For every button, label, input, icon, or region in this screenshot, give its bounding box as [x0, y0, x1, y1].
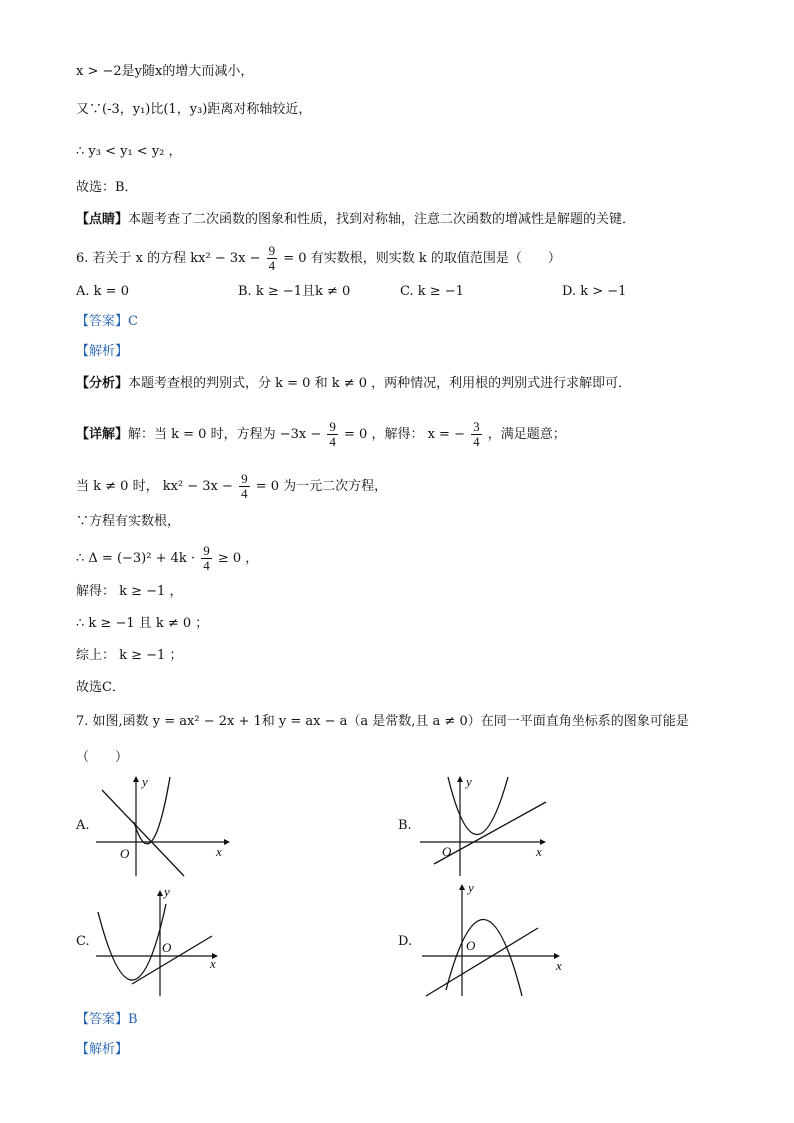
frac-den: 4: [203, 558, 210, 573]
question-6: [76, 244, 561, 273]
y-axis-arrow: [133, 776, 139, 782]
graph-b: [416, 772, 556, 882]
graph-c-x-label: x: [210, 956, 216, 971]
solution-step-4: 解得： k ≥ −1 ，: [76, 584, 183, 599]
text-line-2: 又∵(‑3，y₁)比(1，y₃)距离对称轴较近，: [76, 102, 312, 117]
frac-den: 4: [473, 434, 480, 449]
dianjing-line: [76, 210, 635, 230]
fraction-9-4: [327, 420, 338, 449]
answer-value: B: [128, 1012, 138, 1027]
q6-option-b: B. k ≥ −1且k ≠ 0: [238, 284, 351, 299]
step1-b: = 0 为一元二次方程，: [255, 479, 388, 494]
graph-a-y-label: y: [142, 774, 148, 789]
graph-b-label: B.: [398, 818, 412, 833]
q6-option-d: D. k > −1: [562, 284, 627, 299]
jiexi-7: 【解析】: [76, 1042, 129, 1057]
answer-tag: 【答案】: [76, 314, 129, 329]
graph-d-x-label: x: [556, 958, 562, 973]
parabola: [134, 777, 170, 844]
line: [426, 928, 538, 996]
graph-d: [418, 880, 568, 1000]
graph-d-origin: O: [466, 938, 476, 953]
y-axis-arrow: [157, 890, 163, 896]
graph-b-origin: O: [442, 844, 452, 859]
text-line-3: ∴ y₃ < y₁ < y₂ ，: [76, 144, 182, 159]
q6-text-post: = 0 有实数根，则实数 k 的取值范围是（ ）: [283, 251, 561, 266]
graph-b-x-label: x: [536, 844, 542, 859]
graph-a: [92, 772, 232, 882]
xiangjie-b: = 0 ，解得： x = −: [344, 427, 465, 442]
step3-b: ≥ 0 ，: [217, 551, 259, 566]
xiangjie-a: 解：当 k = 0 时，方程为 −3x −: [128, 427, 322, 442]
answer-tag: 【答案】: [76, 1012, 129, 1027]
frac-num: 9: [241, 471, 248, 486]
graph-a-x-label: x: [216, 844, 222, 859]
text-line-4: 故选：B．: [76, 180, 138, 195]
question-7-paren: （ ）: [76, 750, 129, 765]
fraction-9-4: [267, 244, 278, 273]
frac-den: 4: [241, 486, 248, 501]
frac-num: 9: [329, 419, 336, 434]
question-7: 7. 如图,函数 y = ax² − 2x + 1和 y = ax − a（a 是常数,且 a ≠ 0）在同一平面直角坐标系的图象可能是: [76, 714, 689, 729]
line: [102, 790, 184, 876]
solution-step-2: ∵方程有实数根，: [76, 514, 181, 529]
fraction-9-4: [239, 472, 250, 501]
x-axis-arrow: [224, 839, 230, 845]
graph-b-y-label: y: [466, 774, 472, 789]
answer-value: C: [128, 314, 138, 329]
q6-option-a: A. k = 0: [76, 284, 129, 299]
solution-step-3: [76, 544, 258, 573]
solution-step-1: [76, 472, 387, 501]
fenxi-text: 本题考查根的判别式，分 k = 0 和 k ≠ 0 ，两种情况，利用根的判别式进行求解即可．: [128, 376, 632, 391]
frac-den: 4: [329, 434, 336, 449]
y-axis-arrow: [459, 884, 465, 890]
graph-d-label: D.: [398, 934, 413, 949]
step1-a: 当 k ≠ 0 时， kx² − 3x −: [76, 479, 233, 494]
fenxi-tag: 【分析】: [76, 376, 129, 391]
parabola: [446, 919, 522, 996]
fenxi-line: [76, 374, 631, 394]
dianjing-tag: 【点睛】: [76, 212, 129, 227]
fraction-9-4: [201, 544, 212, 573]
graph-c-label: C.: [76, 934, 90, 949]
solution-step-6: 综上： k ≥ −1 ；: [76, 648, 183, 663]
xiangjie-line: [76, 420, 566, 449]
frac-num: 9: [268, 243, 276, 258]
graph-d-y-label: y: [468, 880, 474, 895]
frac-den: 4: [268, 258, 276, 273]
line: [132, 936, 212, 984]
graph-c-y-label: y: [164, 884, 170, 899]
answer-7: [76, 1010, 138, 1030]
dianjing-text: 本题考查了二次函数的图象和性质，找到对称轴，注意二次函数的增减性是解题的关键．: [128, 212, 636, 227]
graph-a-origin: O: [120, 846, 130, 861]
graph-a-label: A.: [76, 818, 90, 833]
step3-a: ∴ Δ = (−3)² + 4k ·: [76, 551, 196, 566]
frac-num: 9: [203, 543, 210, 558]
answer-6: [76, 312, 138, 332]
jiexi-6: 【解析】: [76, 344, 129, 359]
parabola: [448, 777, 508, 835]
text-line-1: x > −2是y随x的增大而减小，: [76, 64, 254, 79]
solution-step-7: 故选C．: [76, 680, 125, 695]
xiangjie-c: ，满足题意；: [487, 427, 566, 442]
graph-c-origin: O: [162, 940, 172, 955]
frac-num: 3: [473, 419, 480, 434]
q6-option-c: C. k ≥ −1: [400, 284, 464, 299]
xiangjie-tag: 【详解】: [76, 427, 129, 442]
parabola: [98, 904, 166, 980]
fraction-3-4: [471, 420, 482, 449]
y-axis-arrow: [457, 776, 463, 782]
solution-step-5: ∴ k ≥ −1 且 k ≠ 0 ；: [76, 616, 209, 631]
q6-text-pre: 6. 若关于 x 的方程 kx² − 3x −: [76, 251, 261, 266]
